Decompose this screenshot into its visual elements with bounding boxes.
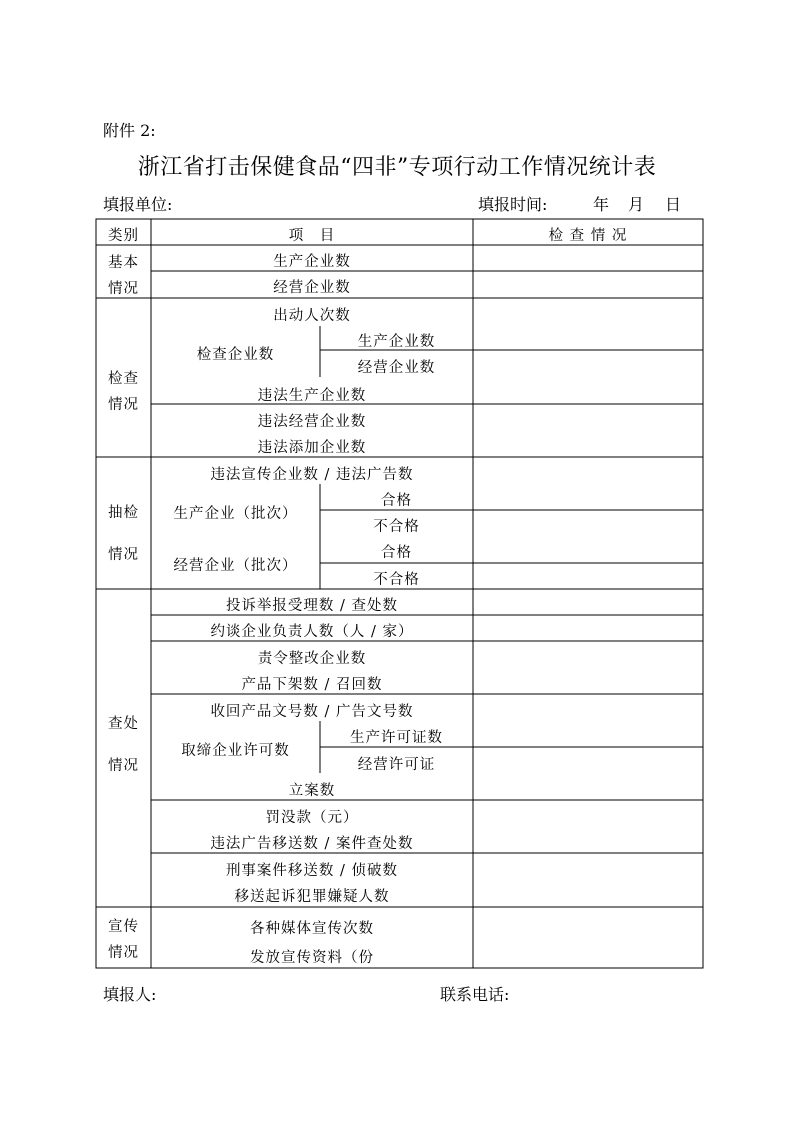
year-label: 年	[593, 195, 610, 214]
month-label: 月	[628, 195, 645, 214]
item-dispatch: 出动人次数	[273, 308, 351, 324]
item-produce-count: 生产企业数	[273, 254, 351, 270]
item-media: 各种媒体宣传次数	[250, 921, 374, 937]
item-complaints: 投诉举报受理数 / 查处数	[225, 598, 399, 614]
item-sample-operate: 经营企业（批次）	[173, 558, 298, 574]
item-revoke-doc: 收回产品文号数 / 广告文号数	[210, 704, 414, 720]
section-basic: 基本 情况	[108, 255, 139, 297]
item-fine: 罚没款（元）	[265, 810, 359, 826]
item-prosecution: 移送起诉犯罪嫌疑人数	[234, 889, 390, 905]
item-license-produce: 生产许可证数	[350, 730, 443, 746]
item-ad-transfer: 违法广告移送数 / 案件查处数	[210, 836, 414, 852]
item-materials: 发放宣传资料（份	[250, 950, 374, 966]
section-sample: 抽检 情况	[108, 505, 139, 563]
item-offshelf: 产品下架数 / 召回数	[241, 677, 383, 693]
item-sample-produce: 生产企业（批次）	[173, 506, 298, 522]
item-cases: 立案数	[288, 783, 336, 799]
item-interview: 约谈企业负责人数（人 / 家）	[210, 624, 414, 640]
fill-time-label: 填报时间:	[478, 195, 548, 214]
page-title: 浙江省打击保健食品“四非”专项行动工作情况统计表	[137, 155, 657, 180]
section-handle: 查处 情况	[108, 716, 139, 774]
item-illegal-operate: 违法经营企业数	[257, 414, 367, 430]
item-unqualified-1: 不合格	[373, 519, 420, 535]
filler-label: 填报人:	[103, 985, 157, 1004]
column-header-item: 项 目	[288, 228, 336, 244]
column-header-result: 检 查 情 况	[548, 228, 628, 244]
item-qualified-2: 合格	[381, 545, 412, 561]
section-inspect: 检查 情况	[108, 371, 139, 413]
item-inspected-produce: 生产企业数	[357, 334, 436, 350]
item-operate-count: 经营企业数	[273, 280, 351, 296]
item-qualified-1: 合格	[381, 493, 412, 509]
section-publicity: 宣传 情况	[108, 919, 139, 961]
item-unqualified-2: 不合格	[373, 572, 420, 588]
attachment-label: 附件 2:	[103, 121, 156, 140]
fill-unit-label: 填报单位:	[103, 195, 173, 214]
item-inspected: 检查企业数	[196, 347, 275, 363]
item-illegal-additive: 违法添加企业数	[257, 440, 367, 456]
column-header-category: 类别	[108, 228, 139, 244]
day-label: 日	[665, 195, 682, 214]
item-inspected-operate: 经营企业数	[357, 360, 436, 376]
phone-label: 联系电话:	[440, 985, 510, 1004]
item-illegal-produce: 违法生产企业数	[257, 388, 367, 404]
item-illegal-ad: 违法宣传企业数 / 违法广告数	[210, 467, 414, 483]
item-license-operate: 经营许可证	[357, 757, 436, 773]
item-criminal: 刑事案件移送数 / 侦破数	[225, 863, 399, 879]
item-revoke-license: 取缔企业许可数	[181, 743, 290, 759]
item-rectify: 责令整改企业数	[257, 651, 367, 667]
